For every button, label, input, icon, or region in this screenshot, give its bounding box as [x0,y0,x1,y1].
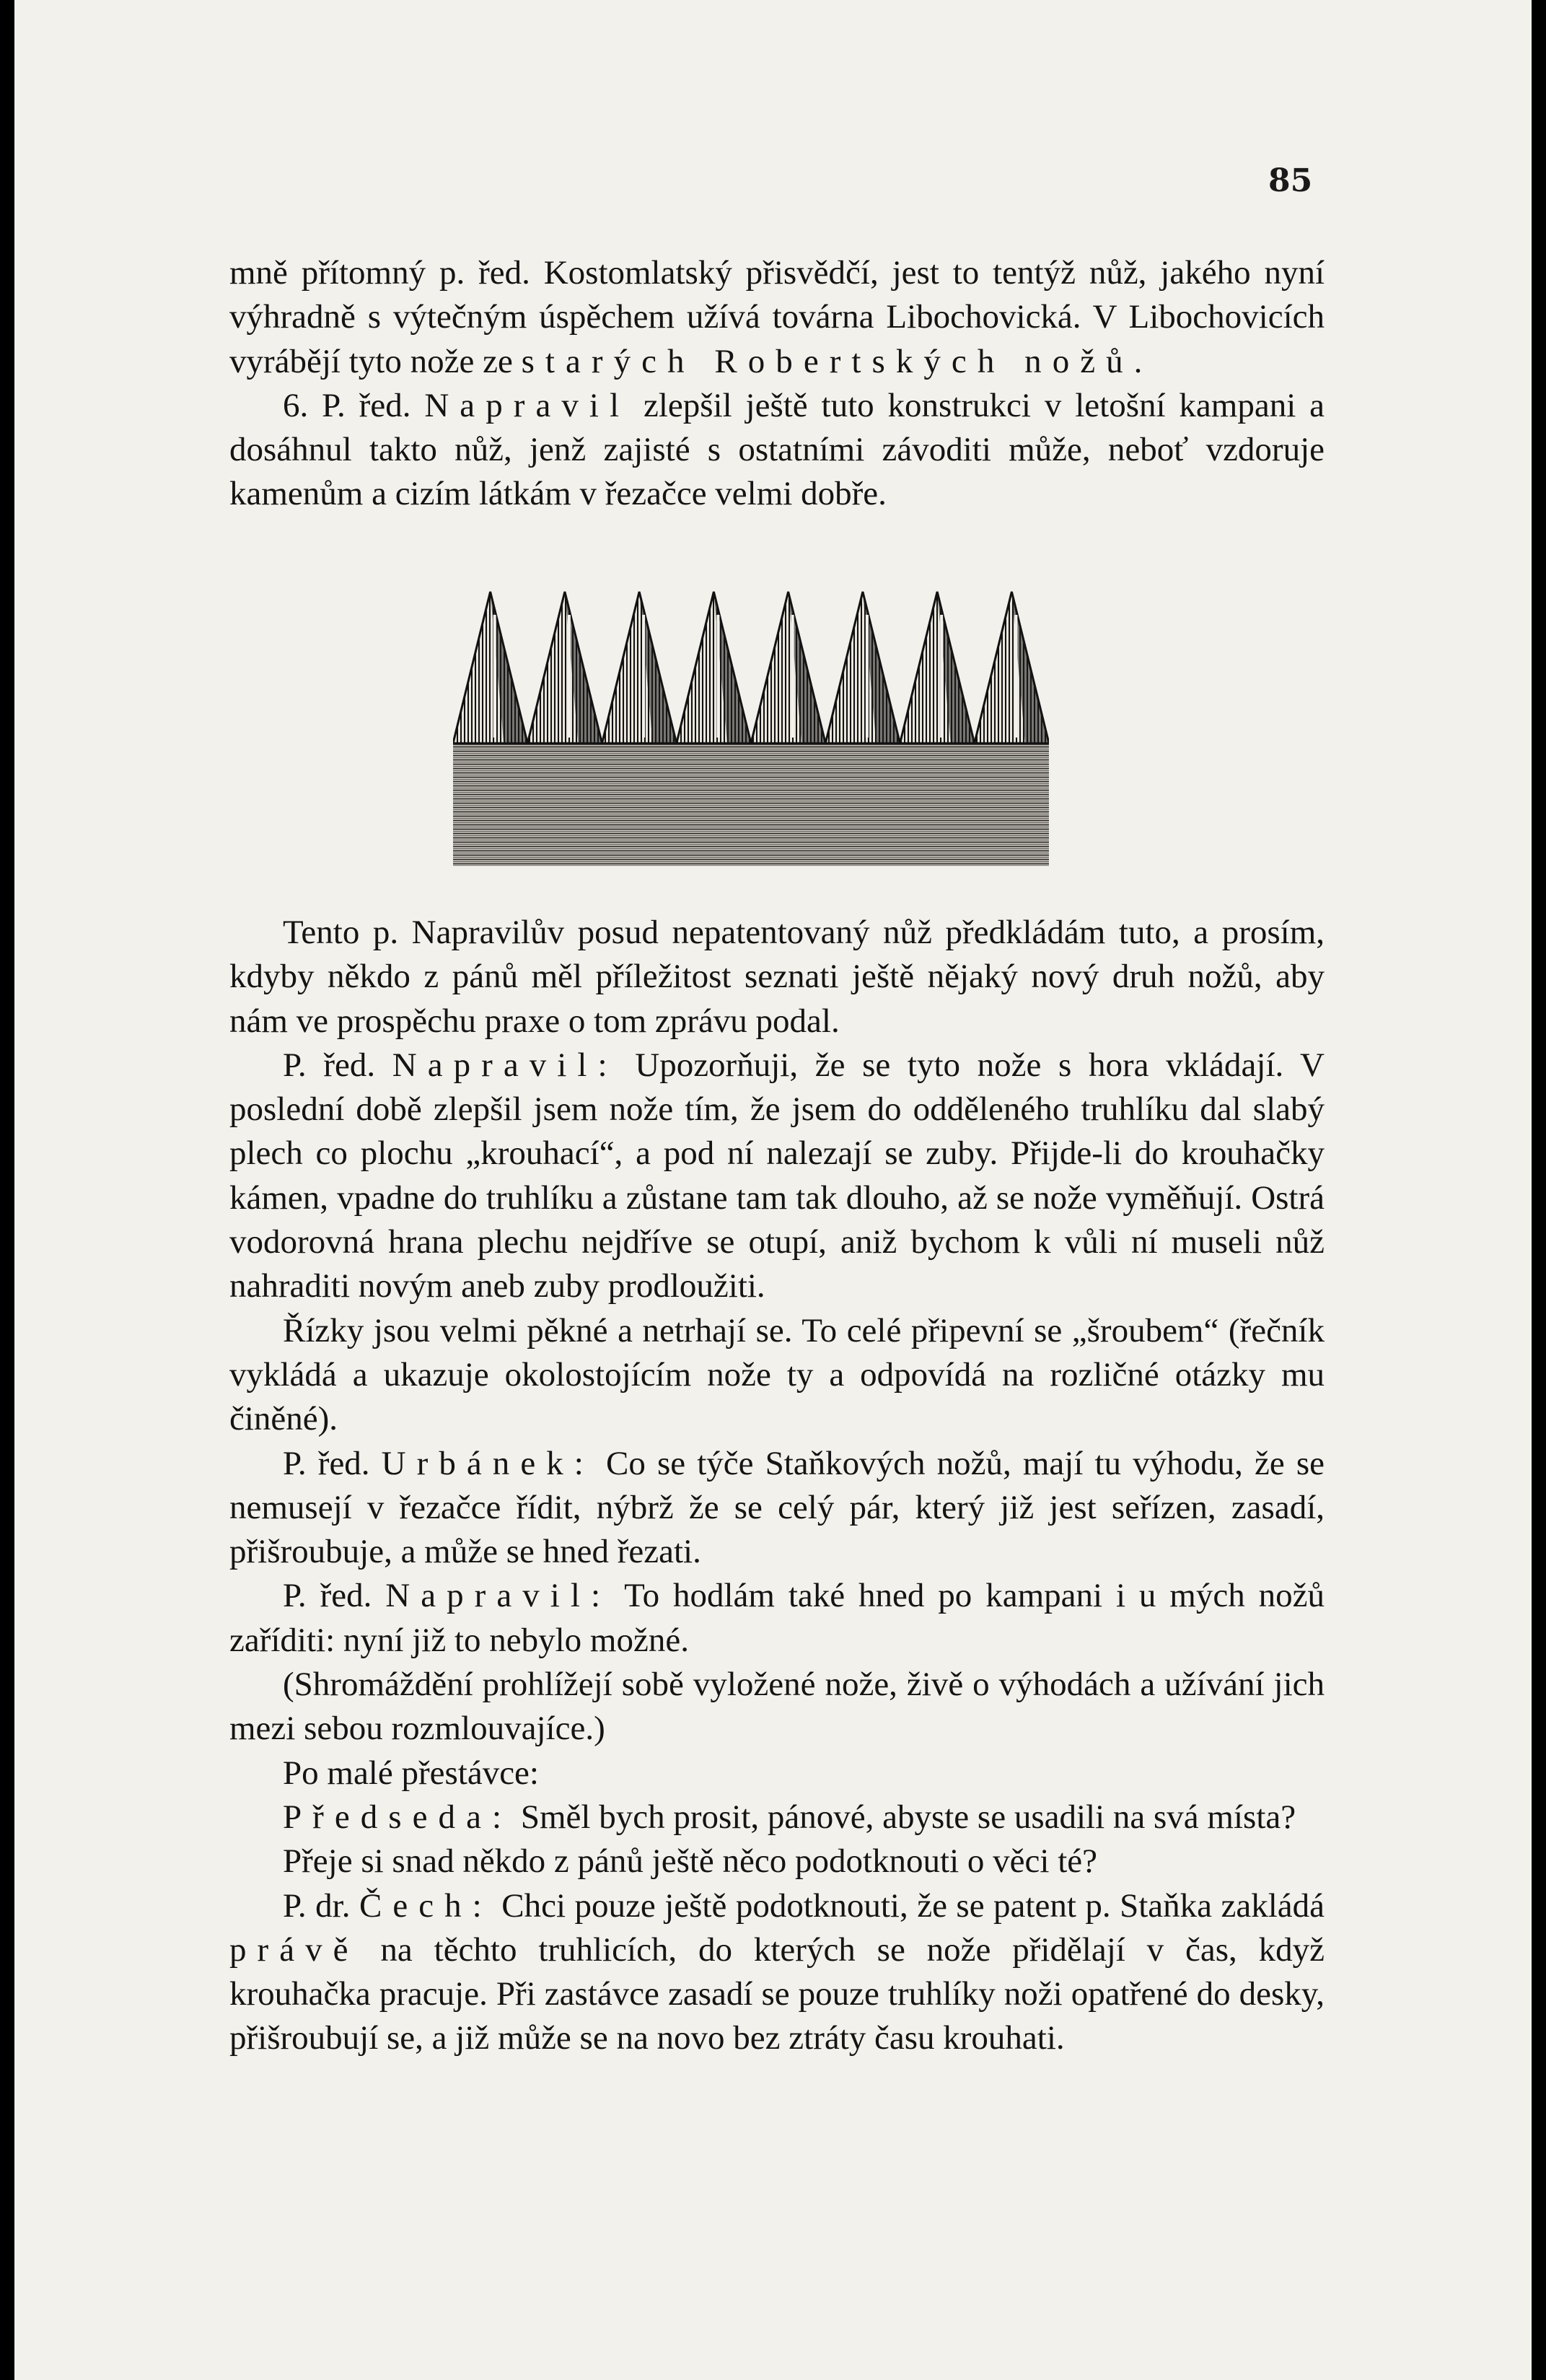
text-run: 6. P. řed. [283,386,425,424]
text-run: Co se týče Staňkových nožů, mají tu výhodu, že se nemusejí v řezačce řídit, nýbrž že se celý pár, který již jest seřízen, zasadí, přišroubuje, a může se hned řezati. [229,1444,1325,1571]
speaker-name: Napravil: [392,1046,618,1084]
paragraph [229,1044,1325,1309]
paragraph [229,1574,1325,1663]
text-run: To hodlám také hned po kampani i u mých nožů zaříditi: nyní již to nebylo možné. [229,1577,1325,1659]
text-block-bottom [229,911,1325,2061]
text-run: Řízky jsou velmi pěkné a netrhají se. To celé připevní se „šroubem“ (řečník vykládá a ukazuje okolostojícím nože ty a odpovídá na rozličné otázky mu činěné). [229,1311,1325,1438]
text-run: P. řed. [283,1577,386,1615]
text-run: Chci pouze ještě podotknouti, že se patent p. Staňka zakládá [492,1886,1325,1925]
speaker-name: Čech: [359,1886,493,1925]
text-run: Po malé přestávce: [283,1754,539,1792]
paragraph [229,384,1325,517]
knife-drawing [453,586,1049,866]
text-run: Tento p. Napravilův posud nepatentovaný nůž předkládám tuto, a prosím, kdyby někdo z pánů měl příležitost seznati ještě nějaký nový druh nožů, aby nám ve prospěchu praxe o tom zprávu podal. [229,914,1325,1040]
text-run: Směl bych prosit, pánové, abyste se usadili na svá místa? [512,1798,1296,1836]
paragraph [229,1884,1325,2061]
speaker-name: Napravil: [385,1577,612,1615]
paragraph [229,1839,1325,1884]
text-block-top [229,251,1325,517]
book-page [14,0,1532,2380]
text-run: na těchto truhlicích, do kterých se nože přidělají v čas, když krouhačka pracuje. Při zastávce zasadí se pouze truhlíky noži opatřené do desky, přišroubují se, a již může se na novo bez ztráty času krouhati. [229,1930,1325,2057]
speaker-name: Urbánek: [381,1444,594,1482]
speaker-name: starých Robertských nožů. [521,342,1154,380]
text-run: mně přítomný p. řed. Kostomlatský přisvědčí, jest to tentýž nůž, jakého nyní výhradně s výtečným úspěchem užívá továrna Libochovická. V Libochovicích vyrábějí tyto nože ze [229,254,1325,380]
text-run: zlepšil ještě tuto konstrukci v letošní kampani a dosáhnul takto nůž, jenž zajisté s ostatními závoditi může, neboť vzdoruje kamenům a cizím látkám v řezačce velmi dobře. [229,386,1325,513]
paragraph [229,1309,1325,1442]
speaker-name: Předseda: [283,1798,513,1836]
text-run: P. řed. [283,1444,382,1482]
text-run: Přeje si snad někdo z pánů ještě něco podotknouti o věci té? [283,1842,1097,1881]
text-run: P. řed. [283,1046,392,1084]
text-run: P. dr. [283,1886,359,1925]
text-run: Upozorňuji, že se tyto nože s hora vkládají. V poslední době zlepšil jsem nože tím, že jsem do odděleného truhlíku dal slabý plech co plochu „krouhací“, a pod ní nalezají se zuby. Přijde-li do krouhačky kámen, vpadne do truhlíku a zůstane tam tak dlouho, až se nože vyměňují. Ostrá vodorovná hrana plechu nejdříve se otupí, aniž bychom k vůli ní museli nůž nahraditi novým aneb zuby prodloužiti. [229,1046,1325,1305]
paragraph [229,911,1325,1044]
knife-base [453,743,1049,866]
paragraph [229,1442,1325,1575]
speaker-name: právě [229,1930,359,1969]
knife-illustration [453,586,1049,866]
text-run: (Shromáždění prohlížejí sobě vyložené nože, živě o výhodách a užívání jich mezi sebou rozmlouvajíce.) [229,1666,1325,1748]
page-number: 85 [1268,162,1313,199]
paragraph [229,1795,1325,1839]
speaker-name: Napravil [424,386,631,424]
paragraph [229,251,1325,384]
knife-teeth [453,592,1049,743]
paragraph [229,1663,1325,1751]
paragraph [229,1751,1325,1795]
